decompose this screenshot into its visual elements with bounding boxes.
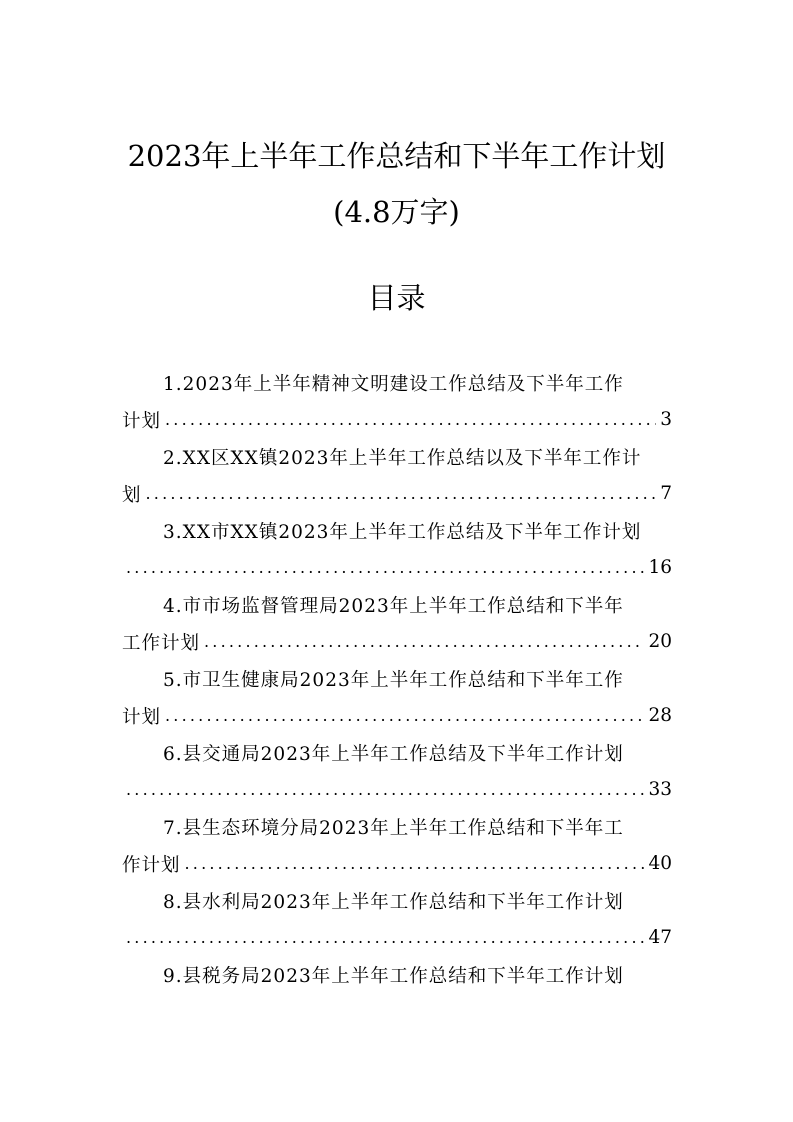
toc-entry-1[interactable] xyxy=(122,364,672,438)
toc-entry-leader-line xyxy=(122,623,672,660)
toc-entry-title-continuation: 工作计划 xyxy=(122,632,201,654)
toc-entry-title: 4.市市场监督管理局2023年上半年工作总结和下半年 xyxy=(163,595,624,617)
toc-page-number: 28 xyxy=(648,705,672,726)
toc-entry-title: 2.XX区XX镇2023年上半年工作总结以及下半年工作计 xyxy=(163,447,642,469)
toc-dot-leader xyxy=(204,632,644,651)
toc-entry-title-continuation: 作计划 xyxy=(122,854,181,876)
toc-entry-leader-line xyxy=(122,401,672,438)
toc-dot-leader xyxy=(126,780,644,799)
toc-entry-title: 9.县税务局2023年上半年工作总结和下半年工作计划 xyxy=(163,965,624,987)
toc-page-number: 16 xyxy=(648,557,672,578)
toc-entry-title: 6.县交通局2023年上半年工作总结及下半年工作计划 xyxy=(163,743,624,765)
toc-entry-title: 8.县水利局2023年上半年工作总结和下半年工作计划 xyxy=(163,891,624,913)
toc-entry-leader-line xyxy=(122,919,672,956)
toc-page-number: 20 xyxy=(648,631,672,652)
document-title: 2023年上半年工作总结和下半年工作计划 xyxy=(127,139,666,173)
toc-entry-8[interactable] xyxy=(122,882,672,956)
toc-dot-leader xyxy=(165,706,644,725)
toc-entry-leader-line xyxy=(122,771,672,808)
toc-dot-leader xyxy=(146,484,657,503)
toc-dot-leader xyxy=(126,558,644,577)
toc-dot-leader xyxy=(185,854,645,873)
toc-heading: 目录 xyxy=(367,281,426,315)
toc-page-number: 7 xyxy=(660,483,672,504)
toc-entry-4[interactable] xyxy=(122,586,672,660)
toc-dot-leader xyxy=(126,928,644,947)
toc-entry-2[interactable] xyxy=(122,438,672,512)
toc-entry-leader-line xyxy=(122,549,672,586)
document-subtitle: (4.8万字) xyxy=(333,195,460,229)
toc-entry-title: 3.XX市XX镇2023年上半年工作总结及下半年工作计划 xyxy=(163,521,642,543)
toc-entry-9[interactable] xyxy=(122,956,672,993)
toc-entry-5[interactable] xyxy=(122,660,672,734)
toc-entry-title-continuation: 计划 xyxy=(122,706,162,728)
toc-entry-7[interactable] xyxy=(122,808,672,882)
toc-page-number: 40 xyxy=(648,853,672,874)
toc-dot-leader xyxy=(165,410,656,429)
toc-entry-3[interactable] xyxy=(122,512,672,586)
toc-entry-title-continuation: 计划 xyxy=(122,410,162,432)
toc-entry-title: 1.2023年上半年精神文明建设工作总结及下半年工作 xyxy=(163,373,624,395)
toc-page-number: 33 xyxy=(648,779,672,800)
toc-entry-6[interactable] xyxy=(122,734,672,808)
toc-page-number: 3 xyxy=(660,409,672,430)
toc-entry-leader-line xyxy=(122,697,672,734)
toc-entry-title: 5.市卫生健康局2023年上半年工作总结和下半年工作 xyxy=(163,669,624,691)
toc-page-number: 47 xyxy=(648,927,672,948)
toc-entry-leader-line xyxy=(122,845,672,882)
table-of-contents xyxy=(122,364,672,993)
toc-entry-title-continuation: 划 xyxy=(122,484,142,506)
toc-entry-leader-line xyxy=(122,475,672,512)
toc-entry-title: 7.县生态环境分局2023年上半年工作总结和下半年工 xyxy=(163,817,624,839)
